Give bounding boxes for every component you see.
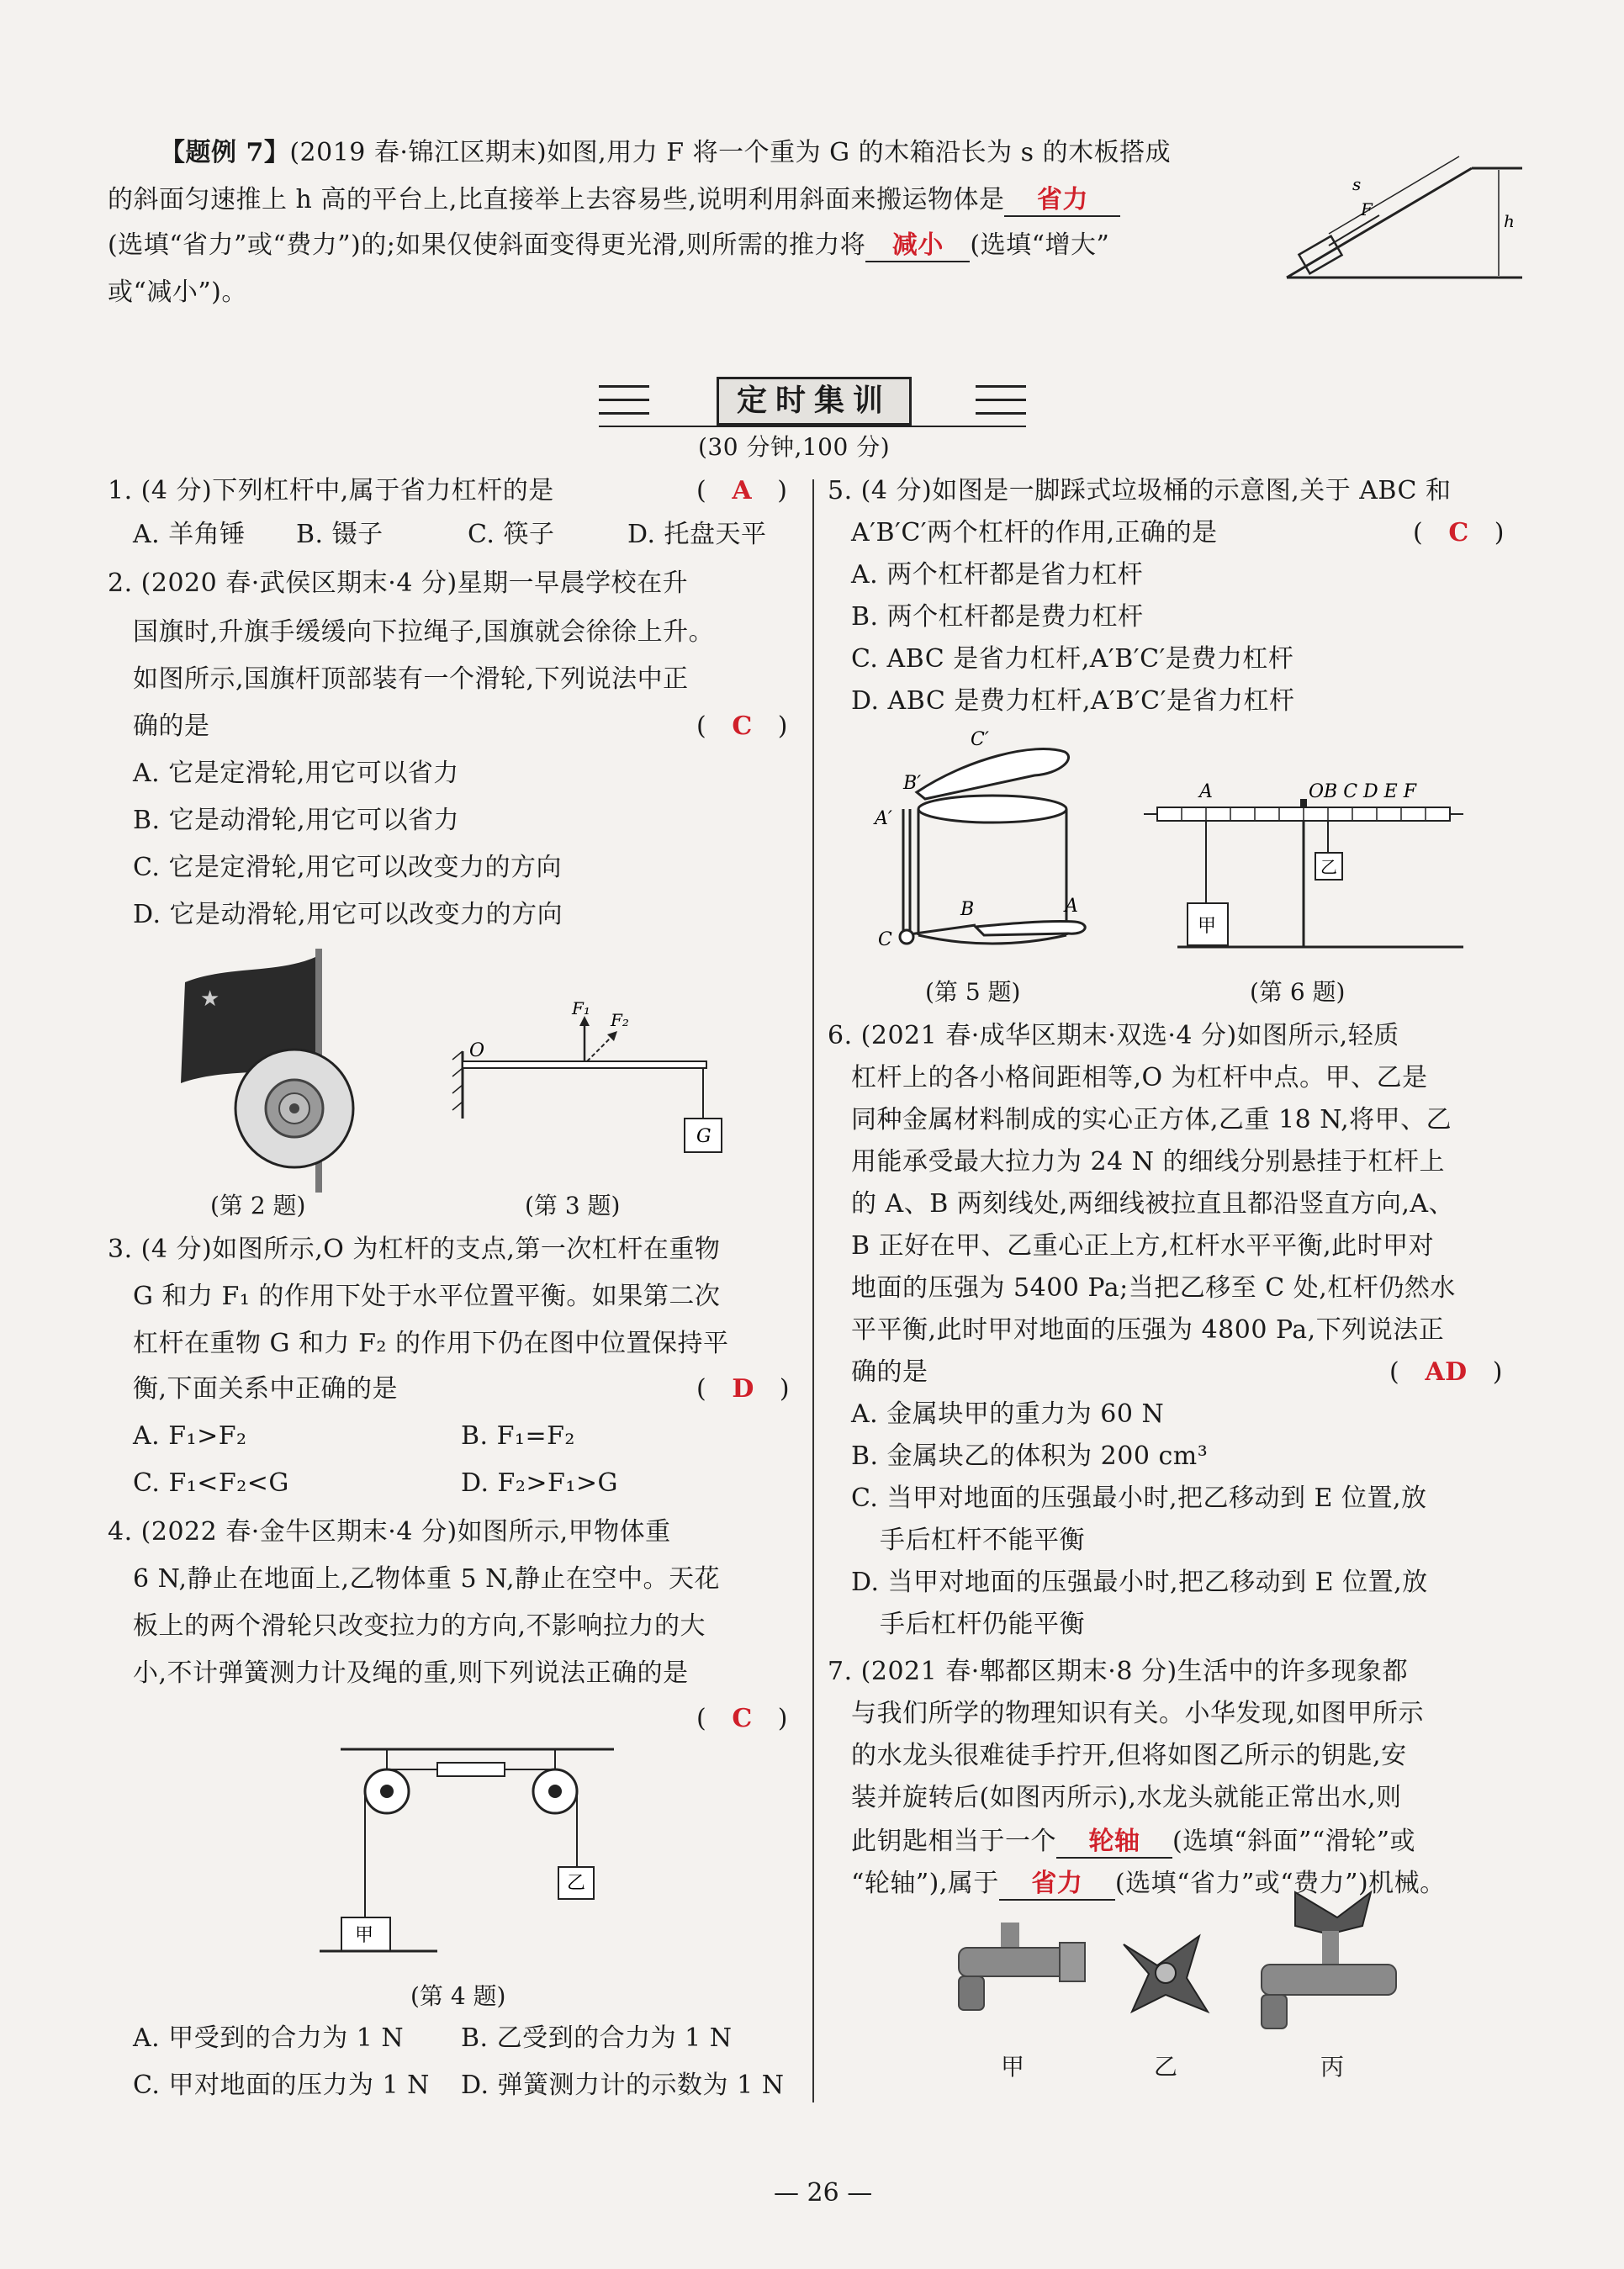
q7-label-yi: 乙: [1154, 2053, 1178, 2081]
example-text-4: 或“减小”)。: [108, 278, 247, 307]
q5-can-bottom: [918, 935, 1066, 944]
q6-fulcrum: [1300, 799, 1307, 807]
q3-option-b[interactable]: B. F₁=F₂: [461, 1421, 575, 1451]
q7-mounted-valve: [1322, 1931, 1339, 1965]
q2-option-a[interactable]: A. 它是定滑轮,用它可以省力: [133, 759, 459, 788]
q5-label-b: B: [960, 899, 975, 920]
q4-line-4: 小,不计弹簧测力计及绳的重,则下列说法正确的是: [133, 1658, 689, 1688]
q1-option-d[interactable]: D. 托盘天平: [627, 520, 767, 549]
q7-key-figure: [1107, 1919, 1225, 2028]
section-rule-left-3: [599, 412, 649, 415]
q1-option-c[interactable]: C. 筷子: [468, 520, 555, 549]
example-text-3: (选填“省力”或“费力”)的;如果仅使斜面变得更光滑,则所需的推力将: [108, 230, 866, 260]
q7-mounted-spout: [1262, 1995, 1287, 2028]
q6-caption: (第 6 题): [1250, 978, 1346, 1006]
q7-text-5b: (选填“斜面”“滑轮”或: [1172, 1827, 1416, 1856]
q7-text-5a: 此钥匙相当于一个: [851, 1827, 1056, 1856]
example-text-1: (2019 春·锦江区期末)如图,用力 F 将一个重为 G 的木箱沿长为 s 的木板搭成: [289, 138, 1172, 167]
q2-line-1: 2. (2020 春·武侯区期末·4 分)星期一早晨学校在升: [108, 569, 689, 598]
incline-f-label: F: [1361, 199, 1373, 219]
q1-answer-paren: ( A ): [696, 476, 788, 505]
q5-option-b[interactable]: B. 两个杠杆都是费力杠杆: [851, 602, 1144, 632]
q5-option-d[interactable]: D. ABC 是费力杠杆,A′B′C′是省力杠杆: [851, 686, 1295, 716]
q2-line-4: 确的是: [133, 711, 210, 741]
example-line-1: [160, 135, 1171, 172]
q2-flag-star-icon: ★: [200, 986, 220, 1012]
q7-label-bing: 丙: [1320, 2053, 1345, 2081]
q7-faucet-pipe: [1060, 1943, 1085, 1981]
section-rule-left-2: [599, 399, 649, 401]
q4-line-2: 6 N,静止在地面上,乙物体重 5 N,静止在空中。天花: [133, 1564, 721, 1594]
q4-spring-scale: [437, 1763, 505, 1776]
q2-option-c[interactable]: C. 它是定滑轮,用它可以改变力的方向: [133, 853, 562, 882]
q5-label-a-prime: A′: [875, 808, 892, 829]
q6-line-7: 地面的压强为 5400 Pa;当把乙移至 C 处,杠杆仍然水: [851, 1273, 1456, 1303]
section-rule-right-2: [976, 399, 1026, 401]
q4-left-pulley-axle: [380, 1785, 394, 1798]
q6-option-d[interactable]: D. 当甲对地面的压强最小时,把乙移动到 E 位置,放: [851, 1568, 1428, 1597]
q7-line-2: 与我们所学的物理知识有关。小华发现,如图甲所示: [851, 1699, 1425, 1728]
q3-option-c[interactable]: C. F₁<F₂<G: [133, 1468, 289, 1498]
q5-label-c: C: [878, 929, 892, 950]
q6-line-9: 确的是: [851, 1357, 928, 1387]
q5-label-a: A: [1065, 896, 1078, 917]
q2-pulley-axle: [289, 1103, 299, 1113]
q4-option-c[interactable]: C. 甲对地面的压力为 1 N: [133, 2071, 430, 2100]
q2-flag-figure: [177, 940, 362, 1193]
q4-option-b[interactable]: B. 乙受到的合力为 1 N: [461, 2023, 733, 2053]
q6-answer-paren: ( AD ): [1389, 1357, 1503, 1387]
q7-line-1: 7. (2021 春·郫都区期末·8 分)生活中的许多现象都: [828, 1657, 1409, 1686]
q3-label-f1: F₁: [572, 998, 590, 1018]
q4-option-d[interactable]: D. 弹簧测力计的示数为 1 N: [461, 2071, 785, 2100]
q5-line-1: 5. (4 分)如图是一脚踩式垃圾桶的示意图,关于 ABC 和: [828, 476, 1452, 505]
q6-line-2: 杠杆上的各小格间距相等,O 为杠杆中点。甲、乙是: [851, 1063, 1428, 1092]
q1-answer[interactable]: A: [732, 476, 753, 505]
q3-line-3: 杠杆在重物 G 和力 F₂ 的作用下仍在图中位置保持平: [133, 1329, 729, 1358]
q5-line-2: A′B′C′两个杠杆的作用,正确的是: [851, 518, 1218, 547]
q3-lever-bar: [463, 1061, 706, 1068]
q5-label-c-prime: C′: [971, 729, 989, 750]
q5-answer[interactable]: C: [1448, 518, 1469, 547]
q1-option-b[interactable]: B. 镊子: [296, 520, 384, 549]
q5-option-a[interactable]: A. 两个杠杆都是省力杠杆: [851, 560, 1144, 590]
q4-line-1: 4. (2022 春·金牛区期末·4 分)如图所示,甲物体重: [108, 1517, 671, 1547]
incline-force-arrow: [1329, 215, 1379, 246]
q4-label-yi: 乙: [567, 1873, 586, 1894]
q6-label-jia: 甲: [1198, 916, 1217, 937]
q6-line-1: 6. (2021 春·成华区期末·双选·4 分)如图所示,轻质: [828, 1021, 1399, 1050]
q6-option-b[interactable]: B. 金属块乙的体积为 200 cm³: [851, 1441, 1209, 1471]
q7-line-4: 装并旋转后(如图丙所示),水龙头就能正常出水,则: [851, 1783, 1402, 1812]
q6-label-obcdef: OB C D E F: [1309, 781, 1416, 802]
section-rule-right-1: [976, 385, 1026, 388]
q2-option-d[interactable]: D. 它是动滑轮,用它可以改变力的方向: [133, 900, 563, 929]
q6-line-6: B 正好在甲、乙重心正上方,杠杆水平平衡,此时甲对: [851, 1231, 1435, 1261]
example-line-4: [108, 274, 247, 311]
q3-label-f2: F₂: [611, 1010, 629, 1030]
q4-line-3: 板上的两个滑轮只改变拉力的方向,不影响拉力的大: [133, 1611, 706, 1641]
q4-right-pulley-axle: [548, 1785, 562, 1798]
incline-s-arrow: [1329, 156, 1459, 234]
incline-diagram: [1278, 126, 1531, 294]
q5-answer-paren: ( C ): [1413, 518, 1505, 547]
incline-h-label: h: [1504, 211, 1515, 231]
q6-line-8: 平平衡,此时甲对地面的压强为 4800 Pa,下列说法正: [851, 1315, 1445, 1345]
q7-faucet-figure: [942, 1892, 1093, 2027]
q7-line-3: 的水龙头很难徒手拧开,但将如图乙所示的钥匙,安: [851, 1741, 1407, 1770]
q3-wall-hatch-4: [452, 1102, 463, 1110]
example-blank-2[interactable]: 减小: [865, 230, 970, 262]
q6-label-a: A: [1199, 781, 1213, 802]
q3-force-f2-arrow: [587, 1034, 614, 1061]
example-label: 【题例 7】: [160, 138, 290, 167]
q4-answer[interactable]: C: [732, 1704, 753, 1733]
q3-line-2: G 和力 F₁ 的作用下处于水平位置平衡。如果第二次: [133, 1282, 721, 1311]
q5-pedal: [976, 921, 1085, 935]
section-underline: [599, 426, 1026, 427]
example-text-2: 的斜面匀速推上 h 高的平台上,比直接举上去容易些,说明利用斜面来搬运物体是: [108, 185, 1005, 214]
q1-option-a[interactable]: A. 羊角锤: [133, 520, 246, 549]
q2-answer[interactable]: C: [732, 711, 753, 741]
q7-faucet-key-figure: [1245, 1884, 1413, 2035]
q7-faucet-spout: [959, 1976, 984, 2010]
q4-pulley-figure: [303, 1741, 631, 1976]
q7-line-5: [851, 1823, 1415, 1860]
q7-faucet-valve: [1001, 1923, 1019, 1948]
q5-pivot-c: [900, 930, 913, 944]
q7-mounted-body: [1262, 1965, 1396, 1995]
q7-blank-2[interactable]: 省力: [999, 1869, 1115, 1901]
section-title: 定时集训: [717, 377, 912, 426]
q3-answer-paren: ( D ): [696, 1374, 791, 1404]
q7-label-jia: 甲: [1001, 2053, 1025, 2081]
q6-line-3: 同种金属材料制成的实心正方体,乙重 18 N,将甲、乙: [851, 1105, 1452, 1134]
example-line-2: [108, 182, 1120, 219]
q5-trashcan-figure: [866, 725, 1119, 960]
q7-text-6a: “轮轴”),属于: [851, 1869, 999, 1898]
q7-mounted-key: [1295, 1892, 1371, 1934]
q3-line-4: 衡,下面关系中正确的是: [133, 1374, 399, 1404]
q6-line-5: 的 A、B 两刻线处,两细线被拉直且都沿竖直方向,A、: [851, 1189, 1455, 1219]
q4-answer-paren: ( C ): [696, 1704, 789, 1733]
q6-option-c-cont: 手后杠杆不能平衡: [880, 1526, 1085, 1555]
q7-blank-1[interactable]: 轮轴: [1056, 1827, 1172, 1859]
q4-label-jia: 甲: [355, 1925, 374, 1946]
q3-wall-hatch-2: [452, 1068, 463, 1076]
q1-stem: [108, 473, 554, 510]
q3-line-1: 3. (4 分)如图所示,O 为杠杆的支点,第一次杠杆在重物: [108, 1235, 721, 1264]
q3-label-g: G: [696, 1126, 711, 1147]
q6-answer[interactable]: AD: [1425, 1357, 1468, 1387]
q2-answer-paren: ( C ): [696, 711, 789, 741]
section-subtitle: (30 分钟,100 分): [698, 433, 891, 461]
q7-text-6b: (选填“省力”或“费力”)机械。: [1114, 1869, 1446, 1898]
q6-option-c[interactable]: C. 当甲对地面的压强最小时,把乙移动到 E 位置,放: [851, 1484, 1427, 1513]
q5-pedal-lever: [903, 925, 976, 935]
q3-lever-figure: [446, 992, 732, 1169]
column-divider: [812, 479, 814, 2102]
incline-s-label: s: [1352, 174, 1362, 194]
q3-option-a[interactable]: A. F₁>F₂: [133, 1421, 247, 1451]
q7-key-hole: [1156, 1963, 1176, 1983]
q2-caption: (第 2 题): [210, 1192, 306, 1219]
q2-line-2: 国旗时,升旗手缓缓向下拉绳子,国旗就会徐徐上升。: [133, 617, 715, 647]
q3-option-d[interactable]: D. F₂>F₁>G: [461, 1468, 618, 1498]
q4-option-a[interactable]: A. 甲受到的合力为 1 N: [133, 2023, 405, 2053]
q4-caption: (第 4 题): [410, 1982, 506, 2010]
q6-lever-figure: [1135, 765, 1472, 967]
q6-line-4: 用能承受最大拉力为 24 N 的细线分别悬挂于杠杆上: [851, 1147, 1446, 1177]
q6-label-yi: 乙: [1320, 857, 1337, 877]
q2-option-b[interactable]: B. 它是动滑轮,用它可以省力: [133, 806, 460, 835]
example-line-3: [108, 227, 1109, 264]
section-rule-right-3: [976, 412, 1026, 415]
q2-line-3: 如图所示,国旗杆顶部装有一个滑轮,下列说法中正: [133, 664, 689, 694]
q3-label-o: O: [469, 1040, 485, 1061]
q3-answer[interactable]: D: [732, 1374, 754, 1404]
page-number: — 26 —: [774, 2178, 873, 2208]
q6-option-a[interactable]: A. 金属块甲的重力为 60 N: [851, 1399, 1165, 1429]
q5-label-b-prime: B′: [903, 773, 922, 794]
q3-wall-hatch-1: [452, 1051, 463, 1060]
q5-can-rim: [918, 796, 1066, 822]
q3-wall-hatch-3: [452, 1085, 463, 1093]
q5-caption: (第 5 题): [925, 978, 1021, 1006]
example-text-3b: (选填“增大”: [970, 230, 1110, 260]
q6-option-d-cont: 手后杠杆仍能平衡: [880, 1610, 1085, 1639]
incline-board: [1287, 168, 1472, 278]
q1-stem-text: 1. (4 分)下列杠杆中,属于省力杠杆的是: [108, 476, 554, 505]
q5-lid: [917, 749, 1069, 799]
q3-caption: (第 3 题): [525, 1192, 621, 1219]
section-rule-left-1: [599, 385, 649, 388]
q5-option-c[interactable]: C. ABC 是省力杠杆,A′B′C′是费力杠杆: [851, 644, 1294, 674]
example-blank-1[interactable]: 省力: [1004, 185, 1120, 217]
